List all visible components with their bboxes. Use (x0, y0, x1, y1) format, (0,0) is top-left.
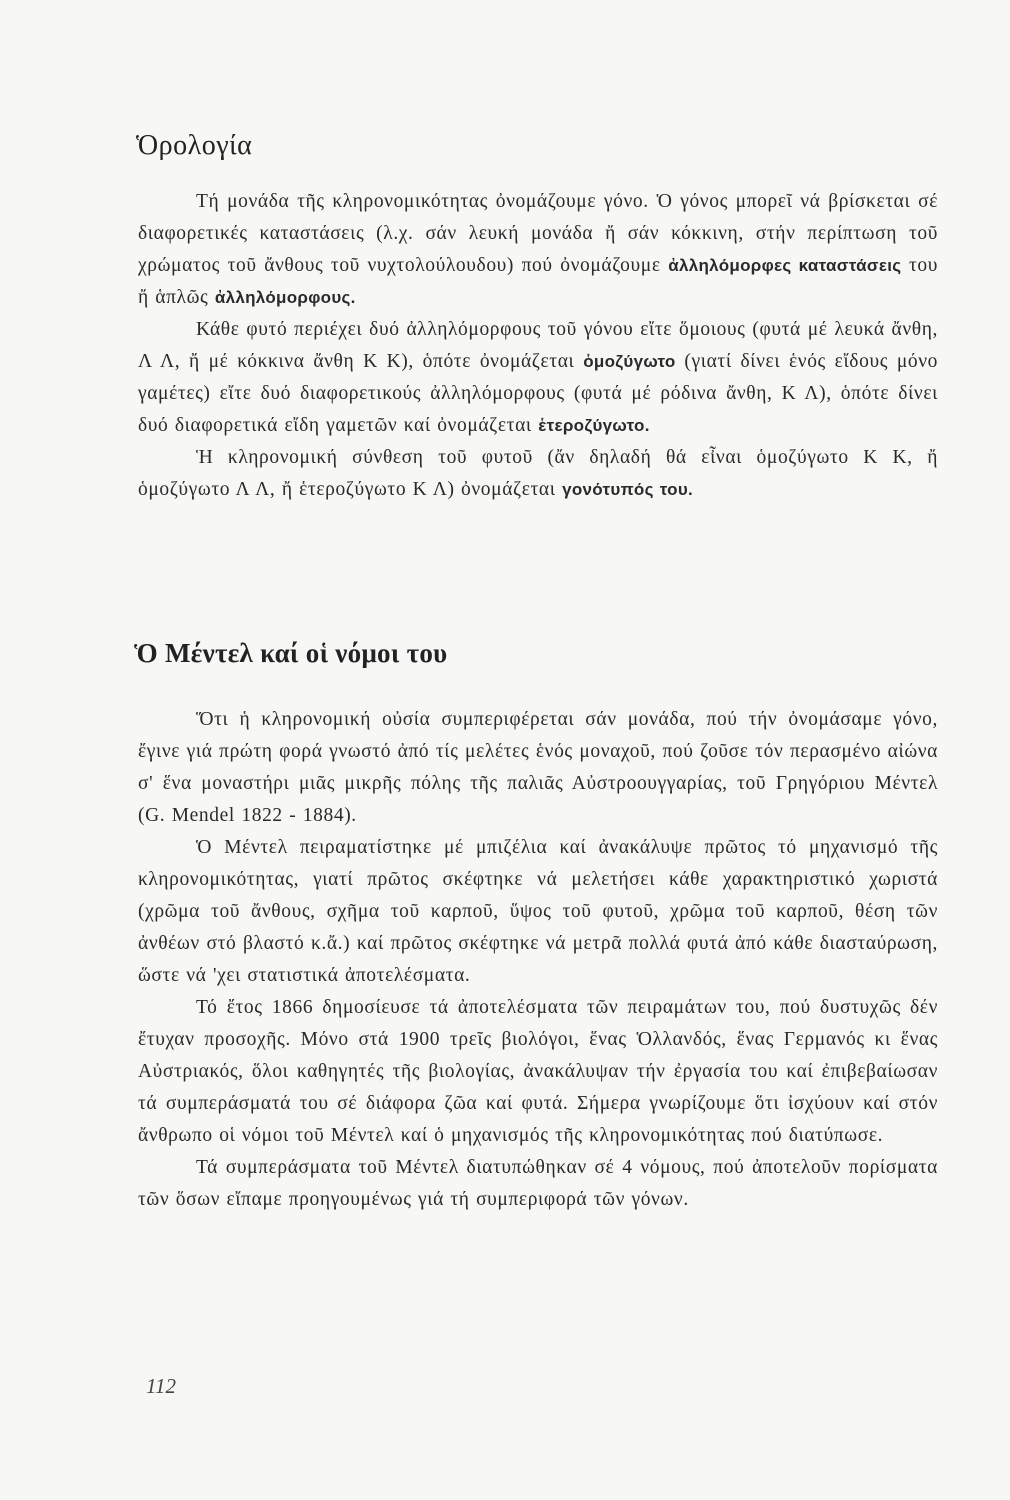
paragraph (138, 314, 938, 442)
section-title-terminology: Ὁρολογία (136, 130, 253, 161)
paragraph (138, 832, 938, 992)
text-run: Τό ἔτος 1866 δημοσίευσε τά ἀποτελέσματα τῶν πειραμάτων του, πού δυστυχῶς δέν ἔτυχαν προσοχῆς. Μόνο στά 1900 τρεῖς βιολόγοι, ἕνας Ὁλλανδός, ἕνας Γερμανός κι ἕνας Αὐστριακός, ὅλοι καθηγητές τῆς βιολογίας, ἀνακάλυψαν τήν ἐργασία του καί ἐπιβεβαίωσαν τά συμπεράσματά του σέ διάφορα ζῶα καί φυτά. Σήμερα γνωρίζουμε ὅτι ἰσχύουν καί στόν ἄνθρωπο οἱ νόμοι τοῦ Μέντελ καί ὁ μηχανισμός τῆς κληρονομικότητας πού διατύπωσε. (138, 997, 938, 1146)
bold-term: ἑτεροζύγωτο. (538, 416, 650, 435)
bold-term: γονότυπός του. (562, 480, 694, 499)
paragraph (138, 442, 938, 506)
text-run: Τή μονάδα τῆς κληρονομικότητας ὀνομάζουμε γόνο. Ὁ γόνος μπορεῖ νά βρίσκεται σέ διαφορετικές καταστάσεις (λ.χ. σάν λευκή μονάδα ἤ σάν κόκκινη, στήν περίπτωση τοῦ χρώματος τοῦ ἄνθους τοῦ νυχτολούλουδου) πού ὀνομάζουμε (138, 191, 938, 276)
paragraph (138, 186, 938, 314)
bold-term: ἀλληλόμορφους. (214, 288, 356, 307)
paragraph (138, 1152, 938, 1216)
bold-term: ἀλληλόμορφες καταστάσεις (668, 256, 902, 275)
section-title-mendel: Ὁ Μέντελ καί οἱ νόμοι του (134, 638, 448, 668)
page-number: 112 (146, 1374, 176, 1398)
bold-term: ὁμοζύγωτο (583, 352, 676, 371)
text-run: Ὅτι ἡ κληρονομική οὐσία συμπεριφέρεται σάν μονάδα, πού τήν ὀνομάσαμε γόνο, ἔγινε γιά πρώτη φορά γνωστό ἀπό τίς μελέτες ἑνός μοναχοῦ, πού ζοῦσε τόν περασμένο αἰώνα σ' ἕνα μοναστήρι μιᾶς μικρῆς πόλης τῆς παλιᾶς Αὐστροουγγαρίας, τοῦ Γρηγόριου Μέντελ (G. Mendel 1822 - 1884). (138, 709, 938, 826)
section-terminology-body (138, 186, 938, 506)
text-run: Ὁ Μέντελ πειραματίστηκε μέ μπιζέλια καί ἀνακάλυψε πρῶτος τό μηχανισμό τῆς κληρονομικότητας, γιατί πρῶτος σκέφτηκε νά μελετήσει κάθε χαρακτηριστικό χωριστά (χρῶμα τοῦ ἄνθους, σχῆμα τοῦ καρποῦ, ὕψος τοῦ φυτοῦ, χρῶμα τοῦ καρποῦ, θέση τῶν ἀνθέων στό βλαστό κ.ἄ.) καί πρῶτος σκέφτηκε νά μετρᾶ πολλά φυτά ἀπό κάθε διασταύρωση, ὥστε νά 'χει στατιστικά ἀποτελέσματα. (138, 837, 938, 986)
text-run: (γιατί δίνει ἑνός εἴδους μόνο γαμέτες) εἴτε δυό διαφορετικούς ἀλληλόμορφους (φυτά μέ ρόδινα ἄνθη, Κ Λ), ὁπότε δίνει δυό διαφορετικά εἴδη γαμετῶν καί ὀνομάζεται (138, 351, 938, 436)
paragraph (138, 992, 938, 1152)
text-run: του ἤ ἁπλῶς (138, 255, 938, 308)
section-mendel-body (138, 704, 938, 1216)
text-run: Ἡ κληρονομική σύνθεση τοῦ φυτοῦ (ἄν δηλαδή θά εἶναι ὁμοζύγωτο Κ Κ, ἤ ὁμοζύγωτο Λ Λ, ἤ ἑτεροζύγωτο Κ Λ) ὀνομάζεται (138, 447, 938, 500)
text-run: Κάθε φυτό περιέχει δυό ἀλληλόμορφους τοῦ γόνου εἴτε ὅμοιους (φυτά μέ λευκά ἄνθη, Λ Λ, ἤ μέ κόκκινα ἄνθη Κ Κ), ὁπότε ὀνομάζεται (138, 319, 938, 372)
text-run: Τά συμπεράσματα τοῦ Μέντελ διατυπώθηκαν σέ 4 νόμους, πού ἀποτελοῦν πορίσματα τῶν ὅσων εἴπαμε προηγουμένως γιά τή συμπεριφορά τῶν γόνων. (138, 1157, 938, 1210)
paragraph (138, 704, 938, 832)
